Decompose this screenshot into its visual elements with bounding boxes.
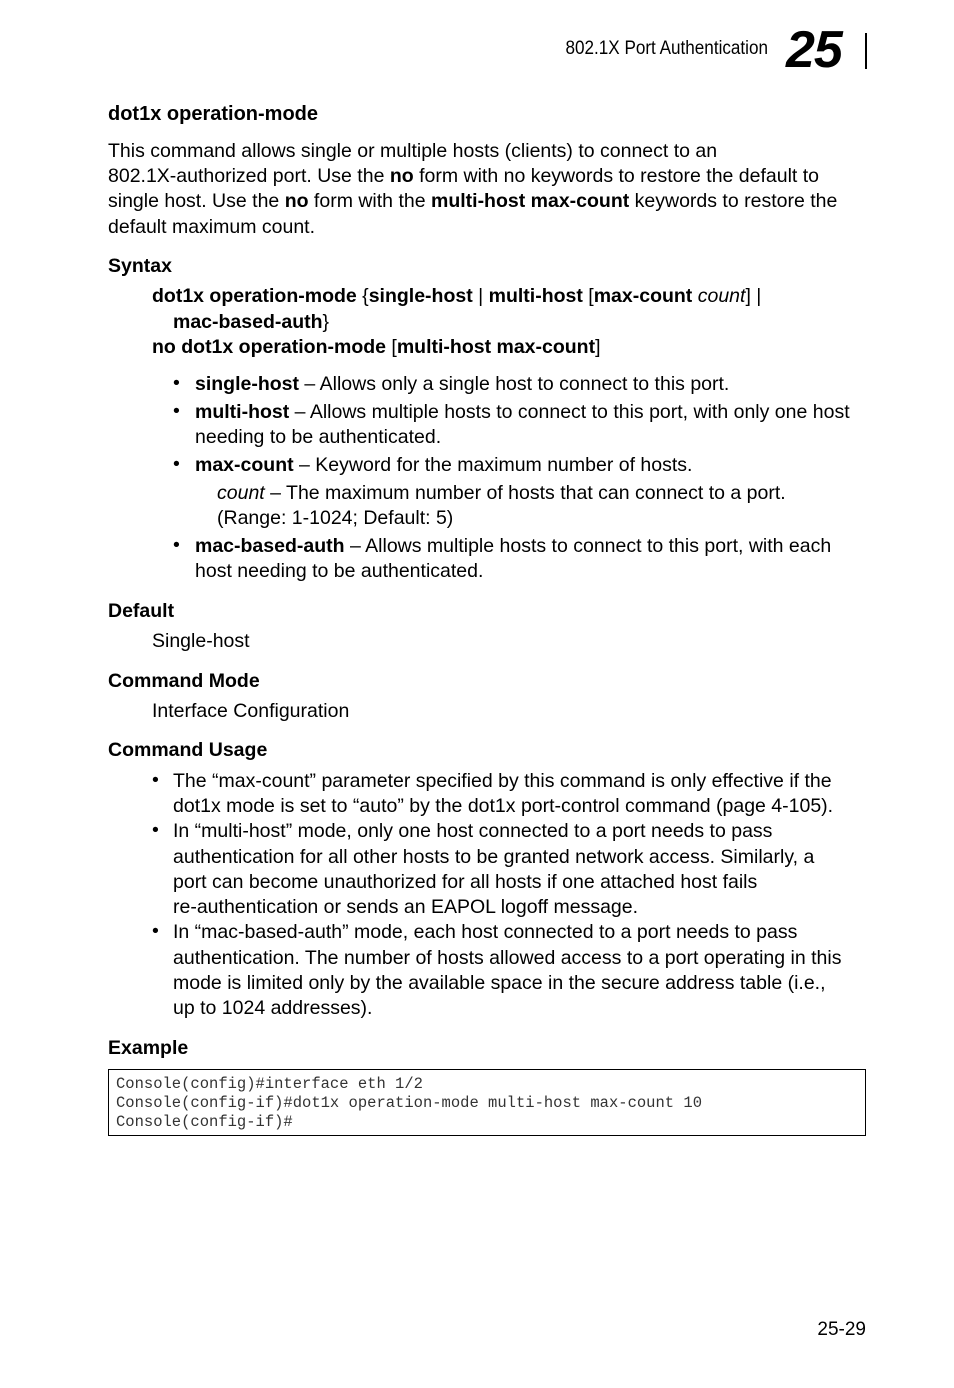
default-heading: Default xyxy=(108,600,175,622)
param-max-count xyxy=(195,453,692,478)
bullet-icon: • xyxy=(152,819,159,841)
syntax-line-3 xyxy=(152,335,601,360)
desc-text: This command allows single or multiple hosts (clients) to connect to an xyxy=(108,140,718,162)
command-title: dot1x operation-mode xyxy=(108,103,319,125)
param-desc: – Allows multiple hosts to connect to this port, with each xyxy=(344,535,832,557)
syntax-kw: multi-host max-count xyxy=(396,336,596,358)
code-example-box xyxy=(108,1069,866,1136)
param-desc: – Allows only a single host to connect to this port. xyxy=(299,373,730,395)
desc-keyword: no xyxy=(284,190,309,212)
syntax-sym: [ xyxy=(582,285,594,307)
syntax-heading: Syntax xyxy=(108,255,172,277)
param-desc: (Range: 1-1024; Default: 5) xyxy=(217,507,454,529)
running-header: 802.1X Port Authentication xyxy=(565,38,768,59)
desc-text: form with no keywords to restore the default to xyxy=(413,165,820,187)
desc-text: form with the xyxy=(308,190,431,212)
example-heading: Example xyxy=(108,1037,189,1059)
usage-item-1-line-1: The “max-count” parameter specified by this command is only effective if the xyxy=(173,770,832,792)
syntax-kw: single-host xyxy=(368,285,473,307)
usage-item-2-line-2: authentication for all other hosts to be granted network access. Similarly, a xyxy=(173,846,815,868)
syntax-sym: ] | xyxy=(745,285,762,307)
command-mode-heading: Command Mode xyxy=(108,670,260,692)
syntax-arg: count xyxy=(697,285,746,307)
param-count xyxy=(217,481,786,506)
bullet-icon: • xyxy=(173,534,180,556)
desc-keyword: multi-host max-count xyxy=(430,190,630,212)
command-mode-value: Interface Configuration xyxy=(152,700,350,722)
bullet-icon: • xyxy=(152,769,159,791)
usage-item-3-line-1: In “mac-based-auth” mode, each host connected to a port needs to pass xyxy=(173,921,798,943)
usage-item-1-line-2: dot1x mode is set to “auto” by the dot1x port-control command (page 4-105). xyxy=(173,795,834,817)
param-desc: needing to be authenticated. xyxy=(195,426,442,448)
description-line-4 xyxy=(108,215,315,240)
desc-text: single host. Use the xyxy=(108,190,285,212)
param-desc: – Allows multiple hosts to connect to this port, with only one host xyxy=(289,401,850,423)
param-desc: host needing to be authenticated. xyxy=(195,560,484,582)
syntax-sym: } xyxy=(322,311,330,333)
desc-text: 802.1X-authorized port. Use the xyxy=(108,165,390,187)
bullet-icon: • xyxy=(173,372,180,394)
bullet-icon: • xyxy=(173,453,180,475)
param-mac-based-auth-cont xyxy=(195,559,483,584)
syntax-line-1 xyxy=(152,284,761,309)
param-desc: – The maximum number of hosts that can connect to a port. xyxy=(264,482,786,504)
param-mac-based-auth xyxy=(195,534,831,559)
code-line-2: Console(config-if)#dot1x operation-mode multi-host max-count 10 xyxy=(116,1094,702,1112)
syntax-kw: mac-based-auth xyxy=(173,311,323,333)
syntax-kw: multi-host xyxy=(488,285,583,307)
default-value: Single-host xyxy=(152,630,250,652)
syntax-kw: max-count xyxy=(593,285,693,307)
syntax-line-2 xyxy=(173,310,329,335)
syntax-sym: { xyxy=(356,285,369,307)
bullet-icon: • xyxy=(152,920,159,942)
param-term: single-host xyxy=(195,373,300,395)
param-arg: count xyxy=(217,482,265,504)
desc-text: default maximum count. xyxy=(108,216,316,238)
syntax-cmd: no dot1x operation-mode xyxy=(152,336,386,358)
usage-item-3-line-4: up to 1024 addresses). xyxy=(173,997,373,1019)
code-line-1: Console(config)#interface eth 1/2 xyxy=(116,1075,423,1093)
param-count-range xyxy=(217,506,453,531)
usage-item-3-line-3: mode is limited only by the available space in the secure address table (i.e., xyxy=(173,972,826,994)
param-term: max-count xyxy=(195,454,294,476)
syntax-sym: [ xyxy=(386,336,397,358)
param-single-host xyxy=(195,372,729,397)
param-multi-host-cont xyxy=(195,425,441,450)
param-desc: – Keyword for the maximum number of hosts. xyxy=(293,454,693,476)
param-term: mac-based-auth xyxy=(195,535,345,557)
param-term: multi-host xyxy=(195,401,290,423)
desc-keyword: no xyxy=(389,165,414,187)
usage-item-3-line-2: authentication. The number of hosts allowed access to a port operating in this xyxy=(173,947,842,969)
chapter-number: 25 xyxy=(786,21,842,79)
description-line-3 xyxy=(108,189,837,214)
usage-item-2-line-1: In “multi-host” mode, only one host connected to a port needs to pass xyxy=(173,820,773,842)
code-line-3: Console(config-if)# xyxy=(116,1113,293,1131)
page-number: 25-29 xyxy=(817,1319,866,1340)
param-multi-host xyxy=(195,400,850,425)
chapter-divider xyxy=(865,33,867,69)
usage-item-2-line-4: re-authentication or sends an EAPOL logoff message. xyxy=(173,896,639,918)
description-line-1 xyxy=(108,139,717,164)
command-usage-heading: Command Usage xyxy=(108,739,268,761)
desc-text: keywords to restore the xyxy=(629,190,838,212)
description-line-2 xyxy=(108,164,819,189)
syntax-cmd: dot1x operation-mode xyxy=(152,285,357,307)
usage-item-2-line-3: port can become unauthorized for all hosts if one attached host fails xyxy=(173,871,758,893)
syntax-sym: ] xyxy=(595,336,601,358)
bullet-icon: • xyxy=(173,400,180,422)
syntax-sym: | xyxy=(472,285,489,307)
